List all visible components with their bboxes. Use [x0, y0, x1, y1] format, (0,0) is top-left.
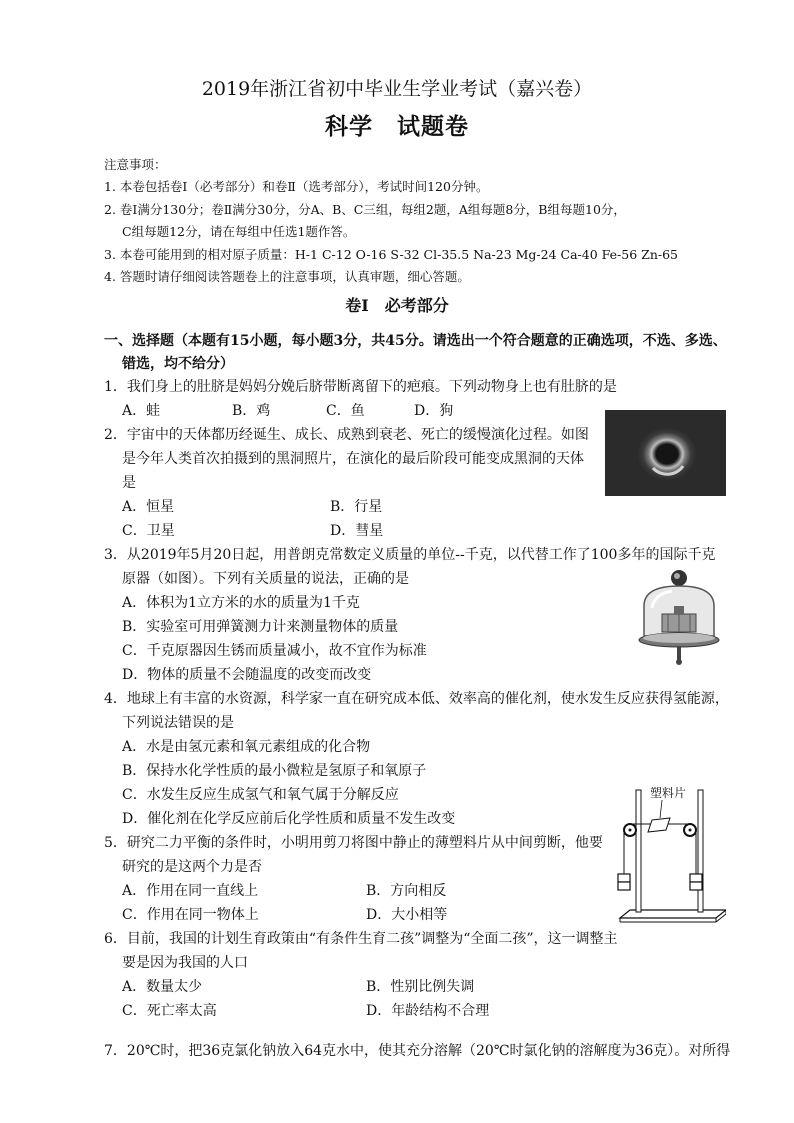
note-item: 2. 卷Ⅰ满分130分；卷Ⅱ满分30分，分A、B、C三组，每组2题，A组每题8分，B组每题10分，	[104, 202, 626, 217]
note-item: 3. 本卷可能用到的相对原子质量：H-1 C-12 O-16 S-32 Cl-35.5 Na-23 Mg-24 Ca-40 Fe-56 Zn-65	[104, 247, 679, 262]
section-title: 卷Ⅰ 必考部分	[345, 296, 449, 315]
q4-option-c: C．水发生反应生成氢气和氧气属于分解反应	[122, 787, 399, 803]
q3-stem: 3．从2019年5月20日起，用普朗克常数定义质量的单位--千克，以代替工作了100多年的国际千克	[104, 547, 716, 563]
q5-option-d: D．大小相等	[366, 907, 448, 923]
note-item: 4. 答题时请仔细阅读答题卷上的注意事项，认真审题，细心答题。	[104, 269, 470, 284]
q5-option-a: A．作用在同一直线上	[122, 883, 259, 899]
q2-option-d: D．彗星	[330, 523, 384, 539]
q4-stem: 4．地球上有丰富的水资源，科学家一直在研究成本低、效率高的催化剂，使水发生反应获得氢能源，	[104, 691, 729, 707]
q4-option-a: A．水是由氢元素和氧元素组成的化合物	[122, 739, 371, 755]
q6-option-c: C．死亡率太高	[122, 1003, 217, 1019]
q2-stem: 是	[122, 475, 136, 491]
q4-option-b: B．保持水化学性质的最小微粒是氢原子和氧原子	[122, 763, 427, 779]
section-instruction: 错选，均不给分）	[122, 356, 234, 372]
q4-stem: 下列说法错误的是	[122, 715, 234, 731]
q7-stem: 7．20℃时，把36克氯化钠放入64克水中，使其充分溶解（20℃时氯化钠的溶解度为36克）。对所得	[104, 1043, 731, 1059]
q3-option-d: D．物体的质量不会随温度的改变而改变	[122, 667, 372, 683]
q5-option-c: C．作用在同一物体上	[122, 907, 259, 923]
q6-stem: 6．目前，我国的计划生育政策由“有条件生育二孩”调整为“全面二孩”，这一调整主	[104, 931, 618, 947]
black-hole-photo	[605, 410, 726, 496]
plastic-sheet-label: 塑料片	[650, 786, 687, 800]
q3-stem: 原器（如图）。下列有关质量的说法，正确的是	[122, 571, 409, 587]
q6-option-a: A．数量太少	[122, 979, 203, 995]
q3-option-b: B．实验室可用弹簧测力计来测量物体的质量	[122, 619, 399, 635]
q1-option-d: D．狗	[414, 403, 454, 419]
q2-stem: 是今年人类首次拍摄到的黑洞照片，在演化的最后阶段可能变成黑洞的天体	[122, 451, 584, 467]
kilogram-prototype-figure	[622, 566, 722, 668]
q2-option-c: C．卫星	[122, 523, 175, 539]
exam-title: 2019年浙江省初中毕业生学业考试（嘉兴卷）	[201, 78, 593, 100]
note-item: 1. 本卷包括卷Ⅰ（必考部分）和卷Ⅱ（选考部分），考试时间120分钟。	[104, 179, 489, 194]
q6-stem: 要是因为我国的人口	[122, 955, 248, 971]
q2-option-b: B．行星	[330, 499, 383, 515]
q1-stem: 1．我们身上的肚脐是妈妈分娩后脐带断离留下的疤痕。下列动物身上也有肚脐的是	[104, 379, 617, 395]
q5-stem: 5．研究二力平衡的条件时，小明用剪刀将图中静止的薄塑料片从中间剪断，他要	[104, 835, 603, 851]
section-instruction: 一、选择题（本题有15小题，每小题3分，共45分。请选出一个符合题意的正确选项，不选、多选、	[104, 333, 727, 349]
q4-option-d: D．催化剂在化学反应前后化学性质和质量不发生改变	[122, 811, 456, 827]
q6-option-b: B．性别比例失调	[366, 979, 475, 995]
q1-option-a: A．蛙	[122, 403, 161, 419]
q5-option-b: B．方向相反	[366, 883, 447, 899]
note-item: C组每题12分，请在每组中任选1题作答。	[122, 224, 356, 239]
q3-option-a: A．体积为1立方米的水的质量为1千克	[122, 595, 360, 611]
q1-option-c: C．鱼	[326, 403, 365, 419]
q6-option-d: D．年龄结构不合理	[366, 1003, 490, 1019]
exam-subtitle: 科学 试题卷	[325, 113, 469, 140]
q3-option-c: C．千克原器因生锈而质量减小，故不宜作为标准	[122, 643, 427, 659]
q2-stem: 2．宇宙中的天体都历经诞生、成长、成熟到衰老、死亡的缓慢演化过程。如图	[104, 427, 589, 443]
notes-heading: 注意事项：	[104, 157, 167, 172]
q2-option-a: A．恒星	[122, 499, 175, 515]
force-balance-apparatus-figure	[606, 782, 726, 928]
q5-stem: 研究的是这两个力是否	[122, 859, 262, 875]
q1-option-b: B．鸡	[232, 403, 271, 419]
